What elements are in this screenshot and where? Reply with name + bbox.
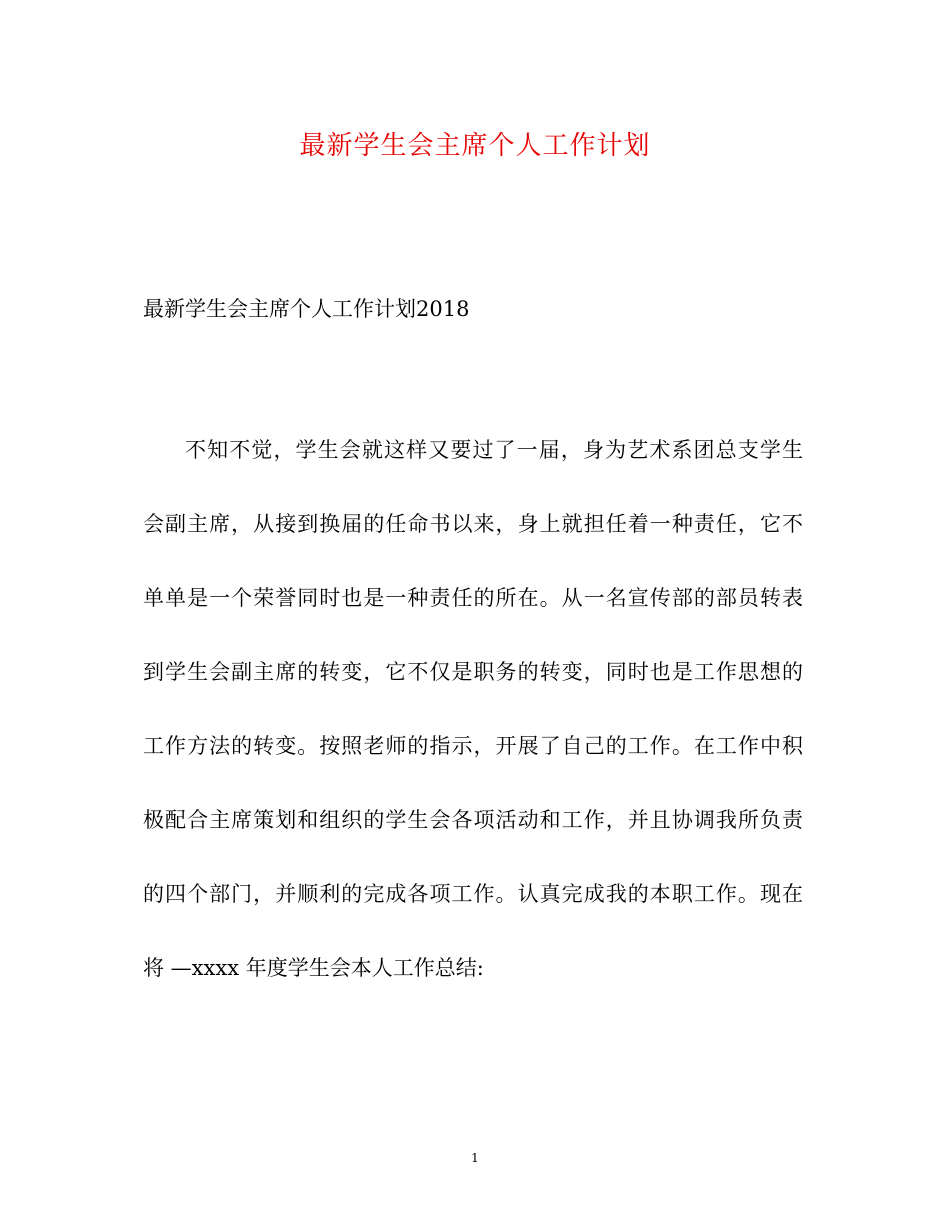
paragraph-line: 单单是一个荣誉同时也是一种责任的所在。从一名宣传部的部员转表	[143, 586, 803, 610]
document-title: 最新学生会主席个人工作计划	[299, 131, 651, 161]
paragraph-line: 到学生会副主席的转变，它不仅是职务的转变，同时也是工作思想的	[143, 660, 803, 684]
document-subtitle: 最新学生会主席个人工作计划2018	[143, 297, 470, 321]
paragraph-line: 极配合主席策划和组织的学生会各项活动和工作，并且协调我所负责	[143, 808, 803, 832]
paragraph-line: 不知不觉，学生会就这样又要过了一届，身为艺术系团总支学生	[185, 438, 803, 462]
page-number: 1	[471, 1151, 479, 1165]
paragraph-line: 会副主席，从接到换届的任命书以来，身上就担任着一种责任，它不	[143, 512, 803, 536]
paragraph-line: 的四个部门，并顺利的完成各项工作。认真完成我的本职工作。现在	[143, 882, 803, 906]
paragraph-line: 工作方法的转变。按照老师的指示，开展了自己的工作。在工作中积	[143, 734, 803, 758]
paragraph-line: 将 —xxxx 年度学生会本人工作总结:	[143, 956, 484, 980]
